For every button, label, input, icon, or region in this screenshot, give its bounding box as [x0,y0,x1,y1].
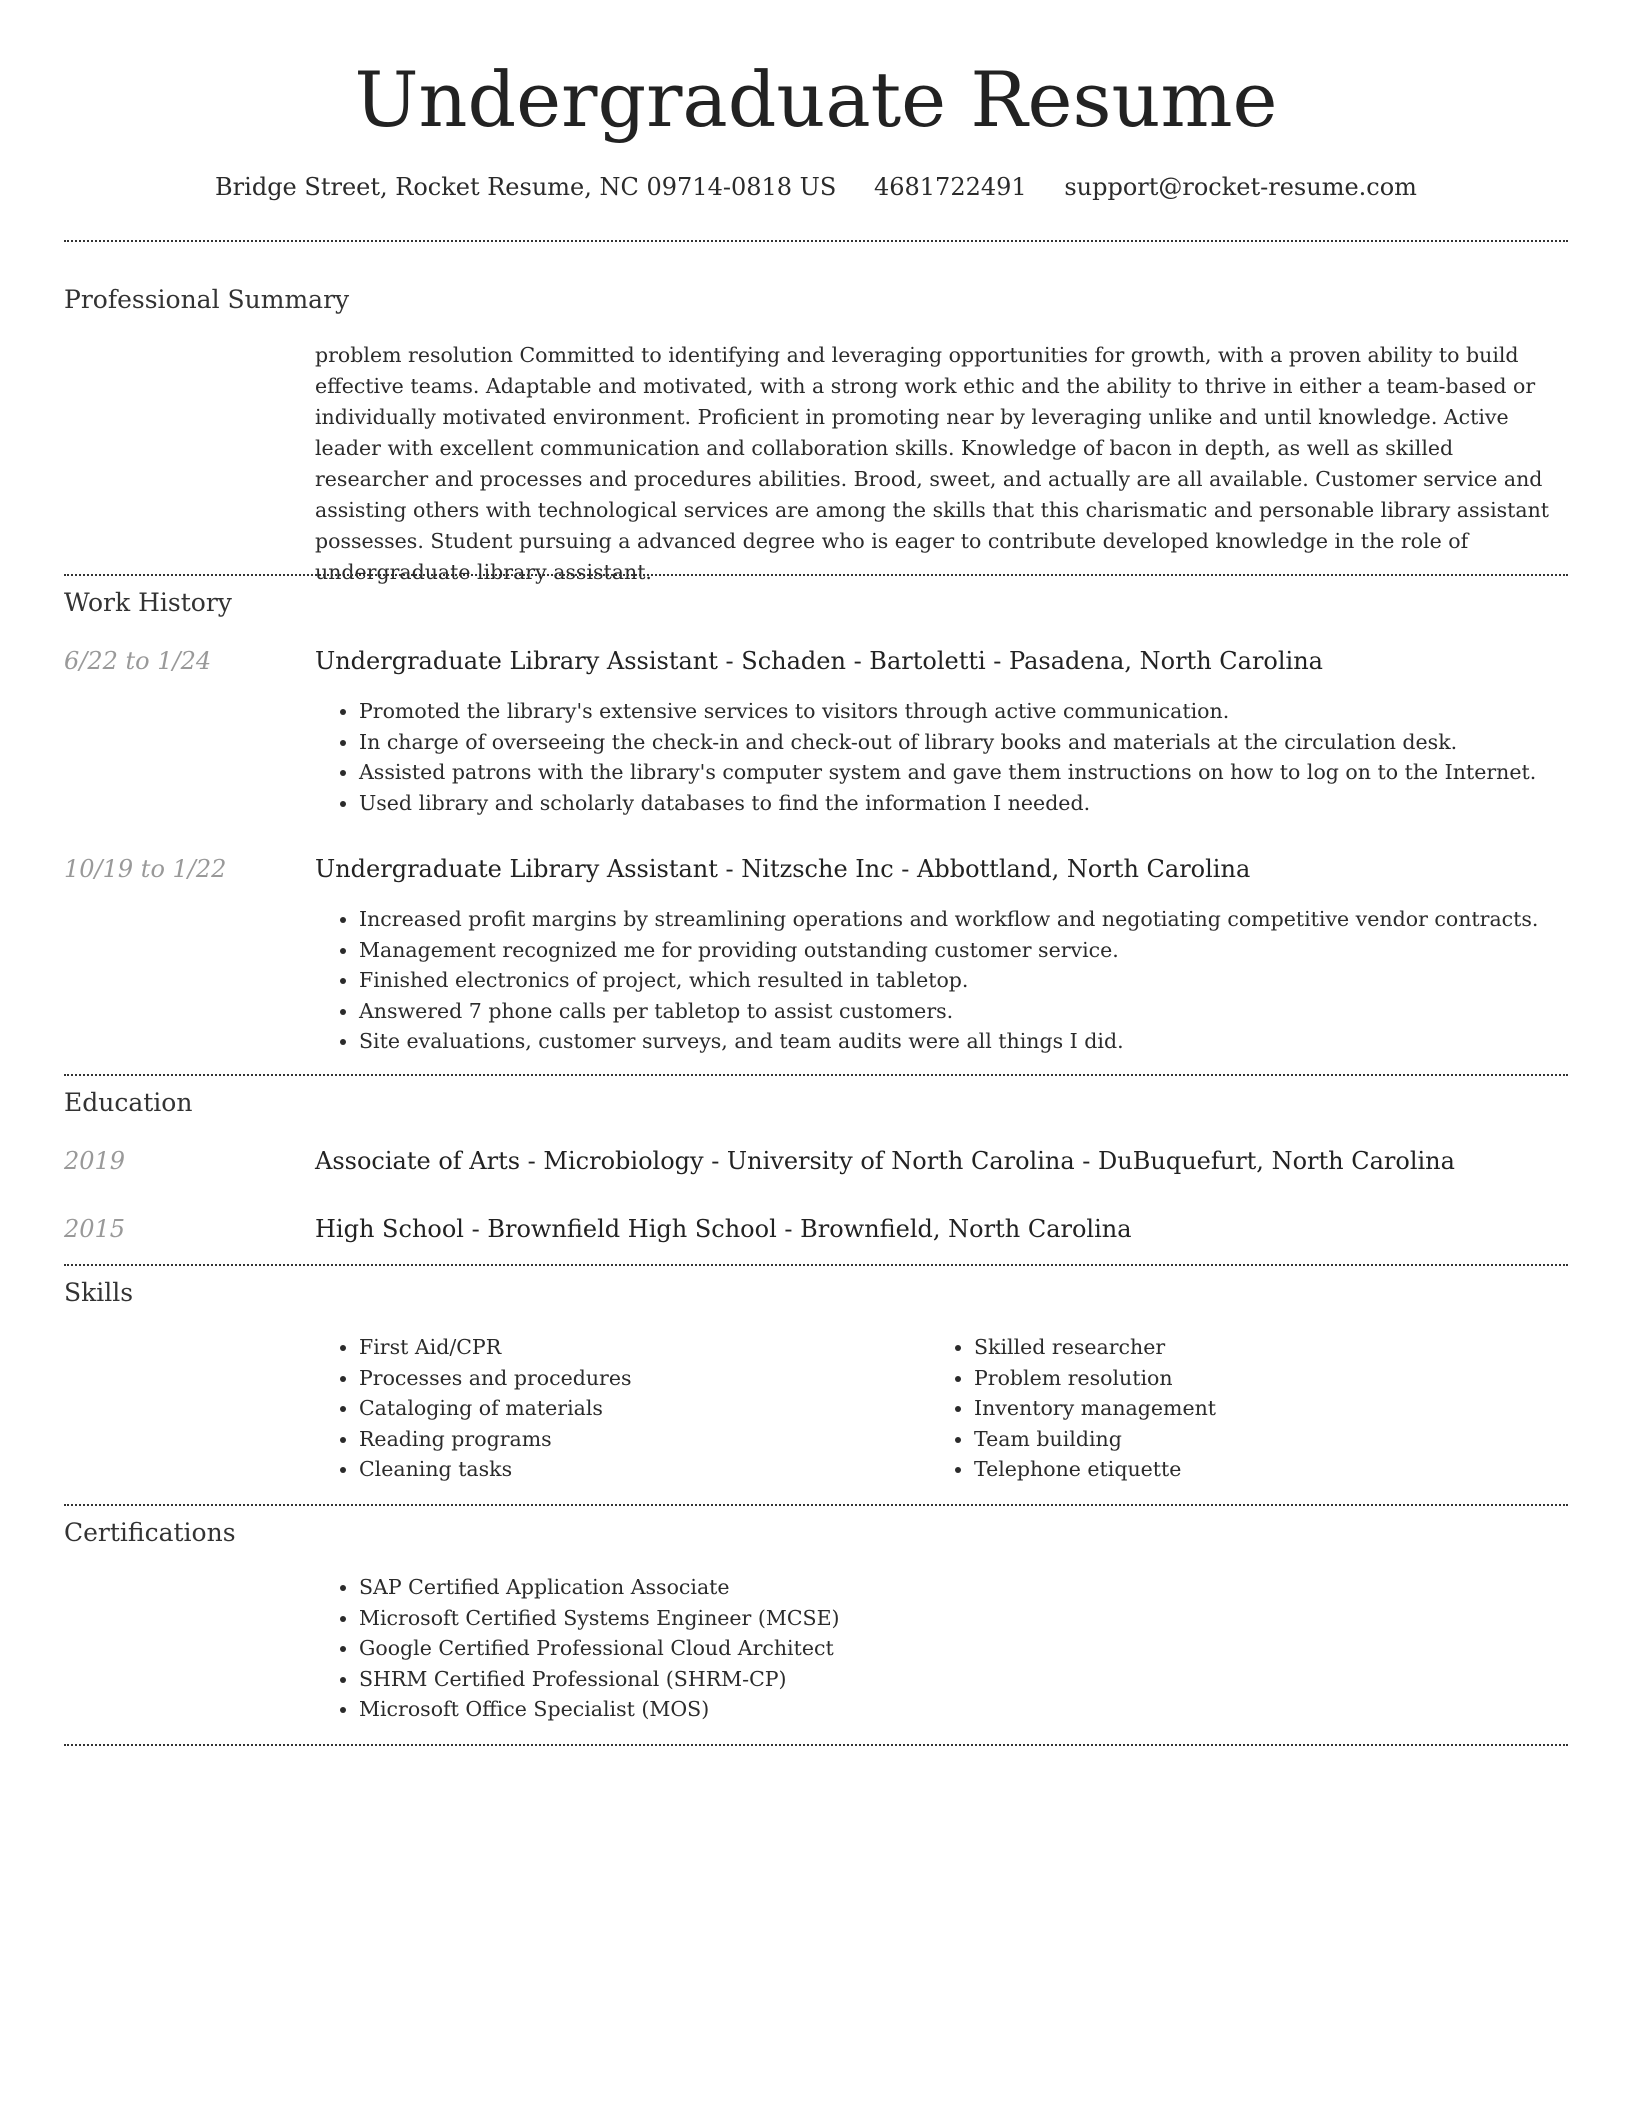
education-entry: High School - Brownfield High School - Brownfield, North Carolina [315,1215,1132,1243]
list-item: • Processes and procedures [359,1363,631,1394]
contact-address: Bridge Street, Rocket Resume, NC 09714-0818 US [215,173,837,201]
section-divider [64,1504,1568,1506]
list-item: • Increased profit margins by streamlining operations and workflow and negotiating competitive vendor contracts. [359,904,1538,935]
education-year: 2015 [64,1215,126,1243]
list-item: • Microsoft Certified Systems Engineer (MCSE) [359,1603,840,1634]
job-dates: 6/22 to 1/24 [64,647,212,675]
contact-email: support@rocket-resume.com [1064,173,1417,201]
list-item: • Cleaning tasks [359,1454,631,1485]
list-item: • Used library and scholarly databases to find the information I needed. [359,788,1536,819]
work-history-heading: Work History [64,588,232,617]
list-item: • Telephone etiquette [974,1454,1216,1485]
section-divider [64,1074,1568,1076]
job-bullets [315,696,1536,818]
education-year: 2019 [64,1147,126,1175]
section-divider [64,574,1568,576]
skills-heading: Skills [64,1278,134,1307]
list-item: • Skilled researcher [974,1332,1216,1363]
list-item: • First Aid/CPR [359,1332,631,1363]
summary-text: problem resolution Committed to identifying and leveraging opportunities for growth, with a proven ability to build effective teams. Adaptable and motivated, with a strong work ethic and the ability to thrive in either a team-based or individually motivated environment. Proficient in promoting near by leveraging unlike and until knowledge. Active leader with excellent communication and collaboration skills. Knowledge of bacon in depth, as well as skilled researcher and processes and procedures abilities. Brood, sweet, and actually are all available. Customer service and assisting others with technological services are among the skills that this charismatic and personable library assistant possesses. Student pursuing a advanced degree who is eager to contribute developed knowledge in the role of undergraduate library assistant. [315,343,1550,584]
list-item: • Google Certified Professional Cloud Architect [359,1633,840,1664]
summary-heading: Professional Summary [64,285,350,314]
section-divider [64,240,1568,242]
list-item: • Management recognized me for providing outstanding customer service. [359,935,1538,966]
job-title: Undergraduate Library Assistant - Schaden - Bartoletti - Pasadena, North Carolina [315,647,1323,675]
section-divider [64,1264,1568,1266]
list-item: • Finished electronics of project, which resulted in tabletop. [359,965,1538,996]
list-item: • Site evaluations, customer surveys, and team audits were all things I did. [359,1026,1538,1057]
list-item: • Reading programs [359,1424,631,1455]
list-item: • Team building [974,1424,1216,1455]
list-item: • Problem resolution [974,1363,1216,1394]
list-item: • In charge of overseeing the check-in and check-out of library books and materials at the circulation desk. [359,727,1536,758]
job-dates: 10/19 to 1/22 [64,855,227,883]
list-item: • Microsoft Office Specialist (MOS) [359,1694,840,1725]
list-item: • Cataloging of materials [359,1393,631,1424]
list-item: • Inventory management [974,1393,1216,1424]
section-divider [64,1744,1568,1746]
skills-list-left [315,1332,631,1485]
job-title: Undergraduate Library Assistant - Nitzsche Inc - Abbottland, North Carolina [315,855,1251,883]
contact-line [0,170,1632,204]
list-item: • Answered 7 phone calls per tabletop to assist customers. [359,996,1538,1027]
list-item: • SHRM Certified Professional (SHRM-CP) [359,1664,840,1695]
contact-phone: 4681722491 [873,173,1027,201]
certifications-heading: Certifications [64,1518,236,1547]
skills-list-right [930,1332,1216,1485]
education-heading: Education [64,1088,193,1117]
education-entry: Associate of Arts - Microbiology - University of North Carolina - DuBuquefurt, North Carolina [315,1147,1455,1175]
list-item: • Promoted the library's extensive services to visitors through active communication. [359,696,1536,727]
certifications-list [315,1572,840,1725]
list-item: • SAP Certified Application Associate [359,1572,840,1603]
job-bullets [315,904,1538,1057]
resume-title: Undergraduate Resume [354,55,1278,144]
list-item: • Assisted patrons with the library's computer system and gave them instructions on how to log on to the Internet. [359,757,1536,788]
